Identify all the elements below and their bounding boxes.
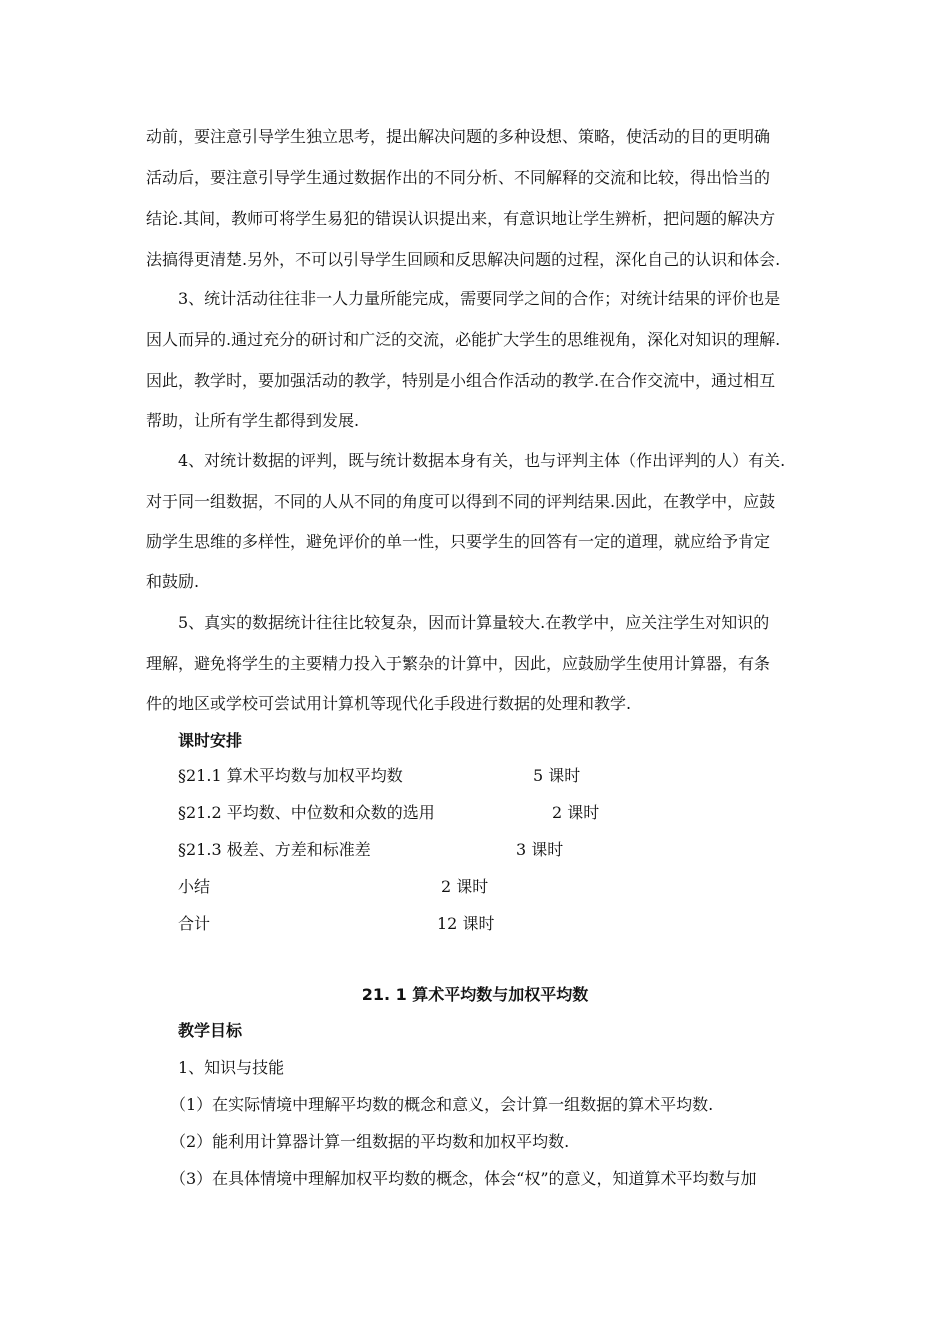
schedule-item-name: §21.2 平均数、中位数和众数的选用 <box>178 803 435 822</box>
paragraph-line: 帮助，让所有学生都得到发展. <box>146 411 360 430</box>
paragraph-line: 法搞得更清楚.另外，不可以引导学生回顾和反思解决问题的过程，深化自己的认识和体会. <box>146 250 781 269</box>
paragraph-line: 励学生思维的多样性，避免评价的单一性，只要学生的回答有一定的道理，就应给予肯定 <box>146 532 771 551</box>
paragraph-line: 理解，避免将学生的主要精力投入于繁杂的计算中，因此，应鼓励学生使用计算器，有条 <box>146 654 771 673</box>
paragraph-line: 件的地区或学校可尝试用计算机等现代化手段进行数据的处理和教学. <box>146 694 632 713</box>
paragraph-line: 和鼓励. <box>146 572 200 591</box>
paragraph-line: 动前，要注意引导学生独立思考，提出解决问题的多种设想、策略，使活动的目的更明确 <box>146 127 771 146</box>
section-title: 21. 1 算术平均数与加权平均数 <box>361 985 589 1004</box>
schedule-item-hours: 3 课时 <box>516 840 564 859</box>
schedule-item-name: 小结 <box>178 877 211 896</box>
goal-item: （1）在实际情境中理解平均数的概念和意义，会计算一组数据的算术平均数. <box>170 1095 714 1114</box>
paragraph-line: 活动后，要注意引导学生通过数据作出的不同分析、不同解释的交流和比较，得出恰当的 <box>146 168 771 187</box>
paragraph-line: 5、真实的数据统计往往比较复杂，因而计算量较大.在教学中，应关注学生对知识的 <box>178 613 770 632</box>
paragraph-line: 3、统计活动往往非一人力量所能完成，需要同学之间的合作；对统计结果的评价也是 <box>178 289 781 308</box>
paragraph-line: 因此，教学时，要加强活动的教学，特别是小组合作活动的教学.在合作交流中，通过相互 <box>146 371 776 390</box>
schedule-item-name: §21.1 算术平均数与加权平均数 <box>178 766 403 785</box>
paragraph-line: 结论.其间，教师可将学生易犯的错误认识提出来，有意识地让学生辨析，把问题的解决方 <box>146 209 776 228</box>
paragraph-line: 4、对统计数据的评判，既与统计数据本身有关，也与评判主体（作出评判的人）有关. <box>178 451 786 470</box>
schedule-item-hours: 2 课时 <box>552 803 600 822</box>
goal-item: （2）能利用计算器计算一组数据的平均数和加权平均数. <box>170 1132 570 1151</box>
paragraph-line: 因人而异的.通过充分的研讨和广泛的交流，必能扩大学生的思维视角，深化对知识的理解. <box>146 330 781 349</box>
schedule-item-name: 合计 <box>178 914 211 933</box>
schedule-item-name: §21.3 极差、方差和标准差 <box>178 840 371 859</box>
goals-heading: 教学目标 <box>178 1021 243 1040</box>
goals-subheading: 1、知识与技能 <box>178 1058 285 1077</box>
schedule-item-hours: 2 课时 <box>441 877 489 896</box>
paragraph-line: 对于同一组数据，不同的人从不同的角度可以得到不同的评判结果.因此，在教学中，应鼓 <box>146 492 776 511</box>
schedule-heading: 课时安排 <box>178 731 243 750</box>
schedule-item-hours: 12 课时 <box>437 914 495 933</box>
goal-item: （3）在具体情境中理解加权平均数的概念，体会“权”的意义，知道算术平均数与加 <box>170 1169 757 1188</box>
schedule-item-hours: 5 课时 <box>533 766 581 785</box>
